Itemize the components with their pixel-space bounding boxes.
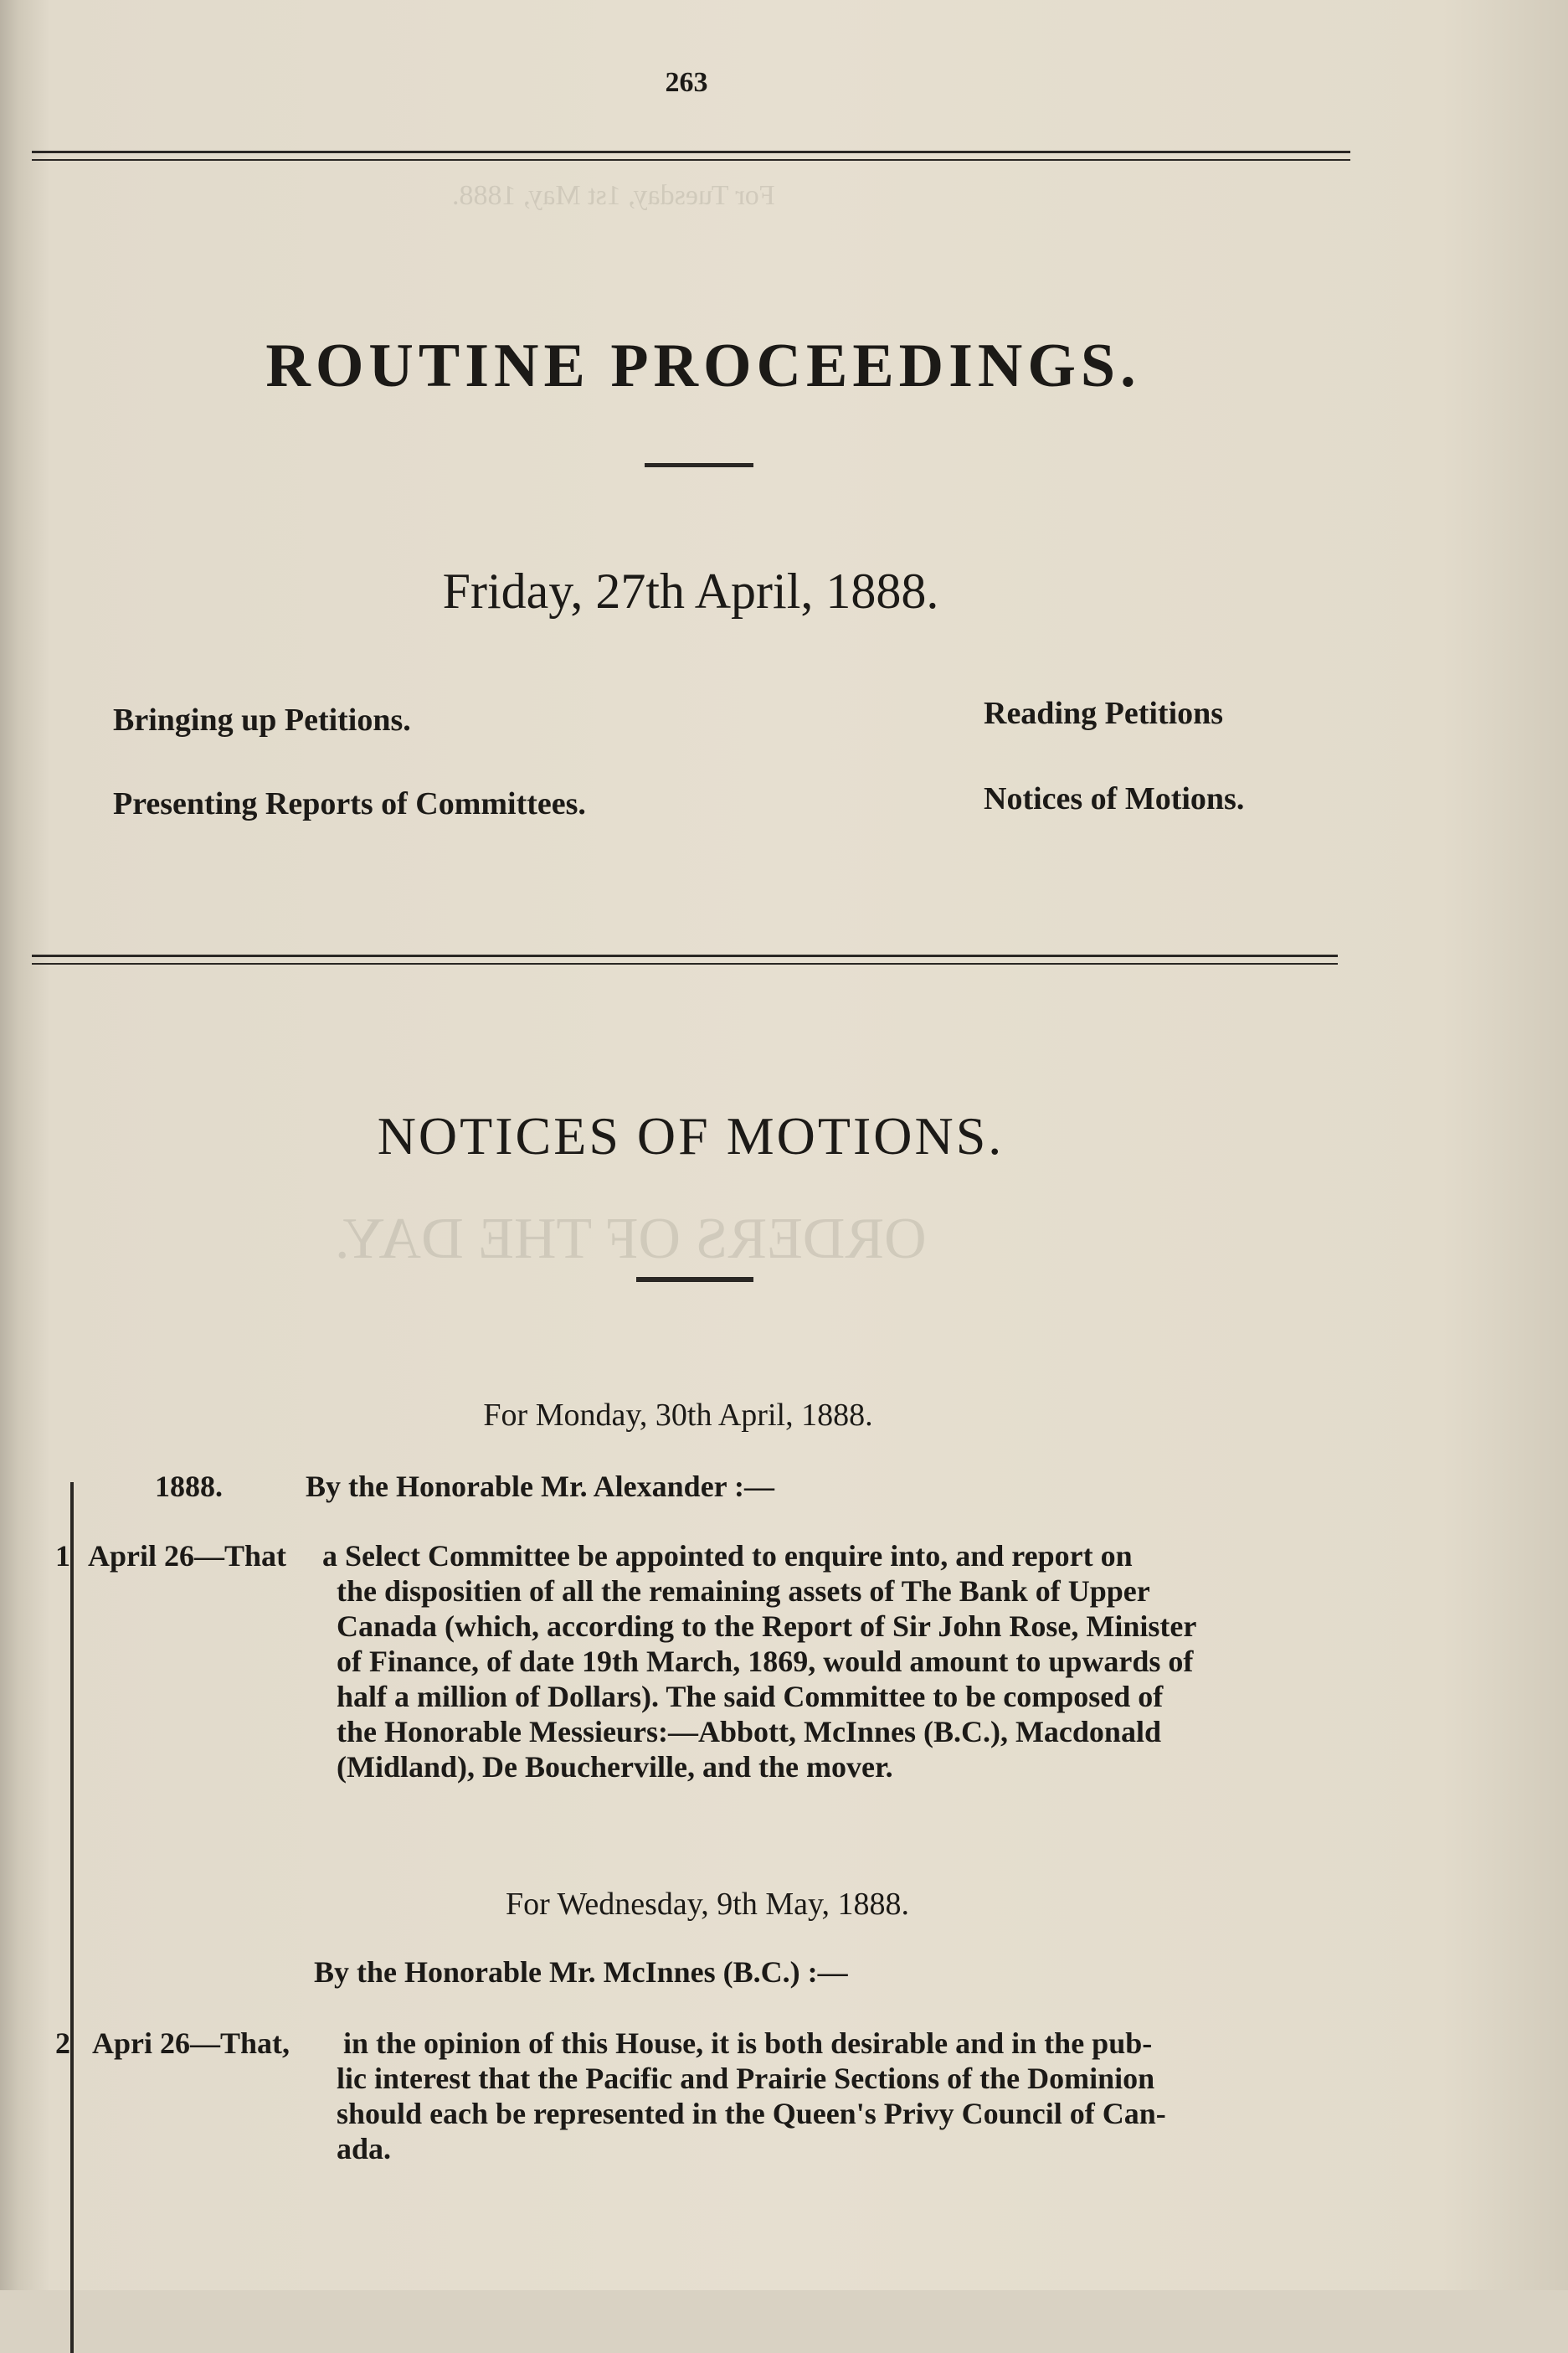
motion-text-line: Canada (which, according to the Report of Sir John Rose, Minister — [337, 1609, 1197, 1643]
motion-mover-alexander: By the Honorable Mr. Alexander :— — [306, 1470, 774, 1503]
page-number: 263 — [665, 67, 708, 98]
bleed-through-text: ORDERS OF THE DAY. — [335, 1207, 927, 1271]
for-date-wednesday: For Wednesday, 9th May, 1888. — [505, 1887, 910, 1922]
motion-text-line: the dispositien of all the remaining assets of The Bank of Upper — [337, 1574, 1150, 1608]
routine-item-presenting-reports: Presenting Reports of Committees. — [113, 786, 586, 821]
motion-number-2: 2 — [55, 2026, 70, 2060]
routine-item-bringing-up-petitions: Bringing up Petitions. — [113, 703, 411, 738]
heading-divider — [645, 463, 753, 467]
motion-year: 1888. — [155, 1470, 223, 1503]
section-rule — [32, 955, 1338, 957]
motion-text-line: in the opinion of this House, it is both desirable and in the pub- — [343, 2026, 1153, 2060]
routine-item-reading-petitions: Reading Petitions — [984, 696, 1224, 731]
routine-item-notices-of-motions: Notices of Motions. — [984, 781, 1245, 816]
motion-text-line: half a million of Dollars). The said Committee to be composed of — [337, 1680, 1164, 1713]
top-rule — [32, 151, 1350, 153]
motion-text-line: the Honorable Messieurs:—Abbott, McInnes (B.C.), Macdonald — [337, 1715, 1161, 1748]
motion-text-line: a Select Committee be appointed to enquire into, and report on — [322, 1539, 1133, 1573]
motion-date-1: April 26—That — [88, 1539, 287, 1573]
for-date-monday: For Monday, 30th April, 1888. — [483, 1398, 873, 1433]
bleed-through-text: For Tuesday, 1st May, 1888. — [452, 180, 775, 211]
motion-date-2: Apri 26—That, — [92, 2026, 290, 2060]
routine-date: Friday, 27th April, 1888. — [442, 564, 939, 619]
top-rule-secondary — [32, 159, 1350, 161]
motion-number-1: 1 — [55, 1539, 70, 1573]
motion-text-line: should each be represented in the Queen's Privy Council of Can- — [337, 2097, 1166, 2130]
motion-mover-mcinnes: By the Honorable Mr. McInnes (B.C.) :— — [314, 1955, 848, 1989]
routine-heading: ROUTINE PROCEEDINGS. — [265, 332, 1141, 400]
motion-text-line: of Finance, of date 19th March, 1869, would amount to upwards of — [337, 1645, 1194, 1678]
motion-text-line: lic interest that the Pacific and Prairie Sections of the Dominion — [337, 2062, 1155, 2095]
section-rule-secondary — [32, 963, 1338, 965]
notices-divider — [636, 1277, 753, 1282]
notices-heading: NOTICES OF MOTIONS. — [377, 1106, 1005, 1166]
motion-text-line: ada. — [337, 2132, 392, 2165]
motion-text-line: (Midland), De Boucherville, and the mover. — [337, 1750, 893, 1784]
